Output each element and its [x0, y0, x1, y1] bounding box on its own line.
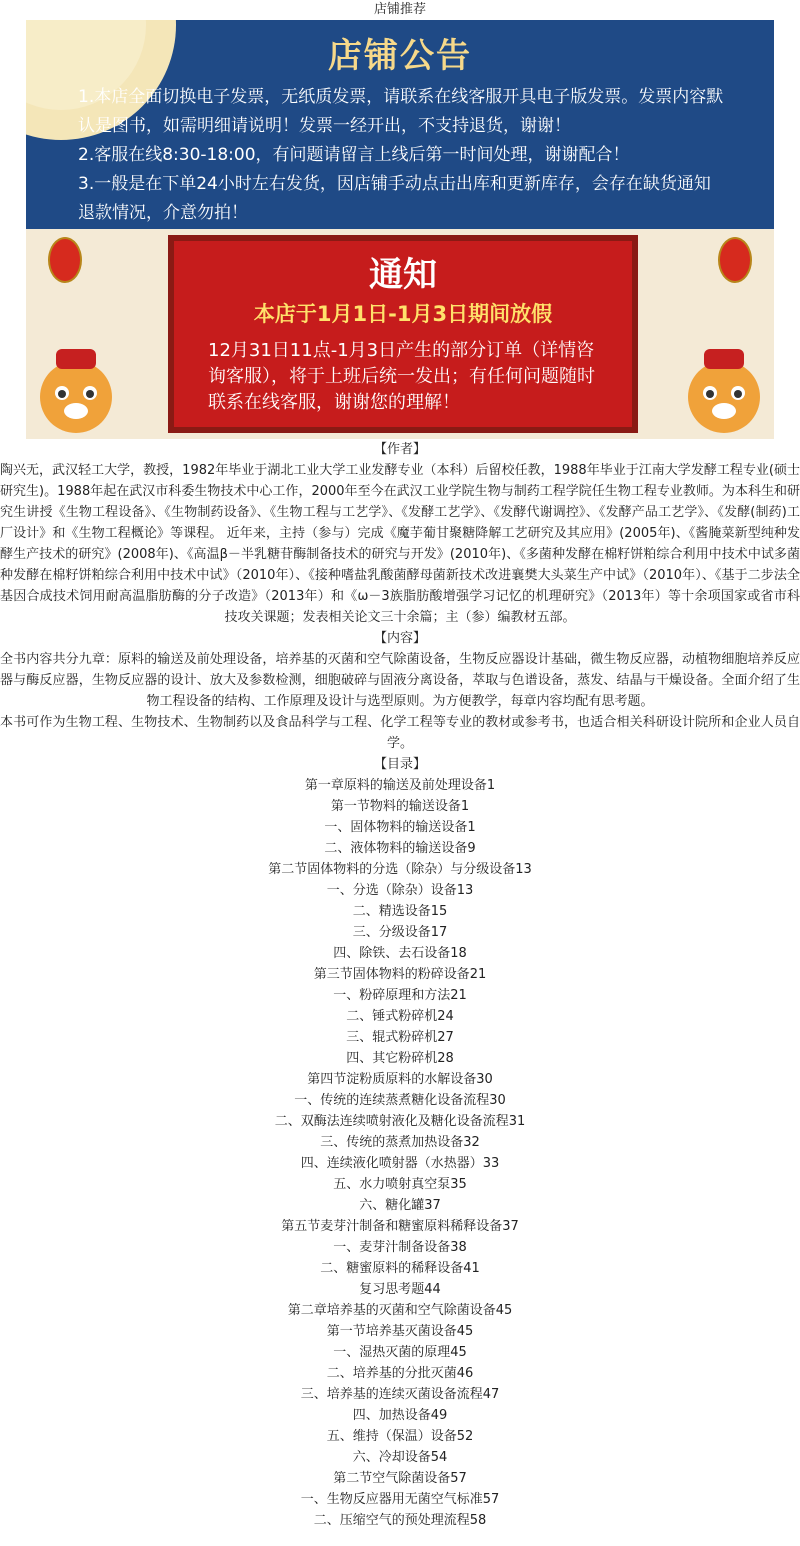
- toc-item: 一、固体物料的输送设备1: [324, 820, 476, 835]
- toc-item: 二、精选设备15: [352, 904, 448, 919]
- toc-item: 第五节麦芽汁制备和糖蜜原料稀释设备37: [281, 1219, 519, 1234]
- author-heading: 【作者】: [373, 442, 426, 457]
- holiday-body: 12月31日11点-1月3日产生的部分订单（详情咨询客服），将于上班后统一发出；有任何问题随时联系在线客服，谢谢您的理解！: [208, 340, 595, 413]
- toc-item: 四、除铁、去石设备18: [333, 946, 467, 961]
- holiday-subtitle: 本店于1月1日-1月3日期间放假: [253, 302, 553, 326]
- toc-item: 第三节固体物料的粉碎设备21: [313, 967, 487, 982]
- content-paragraph: 本书可作为生物工程、生物技术、生物制药以及食品科学与工程、化学工程等专业的教材或参考书，也适合相关科研设计院所和企业人员自学。: [0, 715, 800, 751]
- toc-item: 二、糖蜜原料的稀释设备41: [320, 1261, 480, 1276]
- toc-item: 第四节淀粉质原料的水解设备30: [307, 1072, 493, 1087]
- toc-item: 二、双酶法连续喷射液化及糖化设备流程31: [274, 1114, 526, 1129]
- toc-list: [0, 775, 800, 1531]
- toc-item: 第一章原料的输送及前处理设备1: [304, 778, 496, 793]
- store-notice-banner: [26, 20, 774, 229]
- toc-item: 第二节固体物料的分选（除杂）与分级设备13: [268, 862, 532, 877]
- toc-item: 二、培养基的分批灭菌46: [326, 1366, 474, 1381]
- toc-item: 五、维持（保温）设备52: [326, 1429, 474, 1444]
- toc-item: 第二章培养基的灭菌和空气除菌设备45: [287, 1303, 513, 1318]
- toc-item: 一、生物反应器用无菌空气标准57: [300, 1492, 500, 1507]
- toc-item: 一、分选（除杂）设备13: [326, 883, 474, 898]
- notice-line: 3.一般是在下单24小时左右发货，因店铺手动点击出库和更新库存，会存在缺货通知退款情况，介意勿拍！: [78, 174, 711, 223]
- toc-item: 六、冷却设备54: [352, 1450, 448, 1465]
- toc-item: 四、加热设备49: [352, 1408, 448, 1423]
- lantern-icon: [718, 237, 752, 283]
- toc-item: 二、液体物料的输送设备9: [324, 841, 476, 856]
- toc-item: 第二节空气除菌设备57: [333, 1471, 467, 1486]
- tiger-mascot-icon: [674, 327, 774, 439]
- page-title: 店铺推荐: [373, 2, 426, 17]
- toc-heading: 【目录】: [373, 757, 426, 772]
- toc-item: 二、锤式粉碎机24: [346, 1009, 454, 1024]
- notice-line: 1.本店全面切换电子发票，无纸质发票，请联系在线客服开具电子版发票。发票内容默认是图书，如需明细请说明！发票一经开出，不支持退货，谢谢！: [78, 87, 724, 136]
- toc-item: 一、麦芽汁制备设备38: [333, 1240, 467, 1255]
- holiday-title: 通知: [369, 255, 437, 295]
- holiday-board: [168, 235, 638, 433]
- toc-item: 一、粉碎原理和方法21: [333, 988, 467, 1003]
- toc-item: 三、培养基的连续灭菌设备流程47: [300, 1387, 500, 1402]
- lantern-icon: [48, 237, 82, 283]
- toc-item: 三、传统的蒸煮加热设备32: [320, 1135, 480, 1150]
- content-paragraph: 全书内容共分九章：原料的输送及前处理设备，培养基的灭菌和空气除菌设备，生物反应器设计基础，微生物反应器，动植物细胞培养反应器与酶反应器，生物反应器的设计、放大及参数检测，细胞破碎与固液分离设备，萃取与色谱设备，蒸发、结晶与干燥设备。全面介绍了生物工程设备的结构、工作原理及设计与选型原则。为方便教学，每章内容均配有思考题。: [0, 652, 800, 709]
- toc-item: 第一节物料的输送设备1: [330, 799, 470, 814]
- holiday-notice-banner: [26, 229, 774, 439]
- toc-item: 五、水力喷射真空泵35: [333, 1177, 467, 1192]
- toc-item: 六、糖化罐37: [359, 1198, 441, 1213]
- content-heading: 【内容】: [373, 631, 426, 646]
- toc-item: 三、分级设备17: [352, 925, 448, 940]
- toc-item: 第一节培养基灭菌设备45: [326, 1324, 474, 1339]
- toc-item: 一、传统的连续蒸煮糖化设备流程30: [294, 1093, 506, 1108]
- tiger-mascot-icon: [26, 327, 126, 439]
- toc-item: 二、压缩空气的预处理流程58: [313, 1513, 487, 1528]
- toc-item: 四、连续液化喷射器（水热器）33: [300, 1156, 500, 1171]
- toc-item: 四、其它粉碎机28: [346, 1051, 454, 1066]
- toc-item: 复习思考题44: [359, 1282, 441, 1297]
- toc-item: 一、湿热灭菌的原理45: [333, 1345, 467, 1360]
- notice-title: 店铺公告: [328, 36, 472, 76]
- author-text: 陶兴无，武汉轻工大学，教授，1982年毕业于湖北工业大学工业发酵专业（本科）后留校任教，1988年毕业于江南大学发酵工程专业(硕士研究生)。1988年起在武汉市科委生物技术中心工作，2000年至今在武汉工业学院生物与制药工程学院任生物工程专业教师。为本科生和研究生讲授《生物工程设备》、《生物制药设备》、《生物工程与工艺学》、《发酵工艺学》、《发酵代谢调控》、《发酵产品工艺学》、《发酵(制药)工厂设计》和《生物工程概论》等课程。 近年来，主持（参与）完成《魔芋葡甘聚糖降解工艺研究及其应用》(2005年)、《酱腌菜新型纯种发酵生产技术的研究》(2008年)、《高温β－半乳糖苷酶制备技术的研究与开发》(2010年)、《多菌种发酵在棉籽饼粕综合利用中技术中试多菌种发酵在棉籽饼粕综合利用中技术中试》（2010年）、《接种嗜盐乳酸菌酵母菌新技术改进襄樊大头菜生产中试》（2010年）、《基于二步法全基因合成技术饲用耐高温脂肪酶的分子改造》（2013年）和《ω－3族脂肪酸增强学习记忆的机理研究》（2013年）等十余项国家或省市科技攻关课题；发表相关论文三十余篇；主（参）编教材五部。: [0, 463, 800, 625]
- notice-line: 2.客服在线8:30-18:00，有问题请留言上线后第一时间处理，谢谢配合！: [78, 145, 630, 165]
- toc-item: 三、辊式粉碎机27: [346, 1030, 454, 1045]
